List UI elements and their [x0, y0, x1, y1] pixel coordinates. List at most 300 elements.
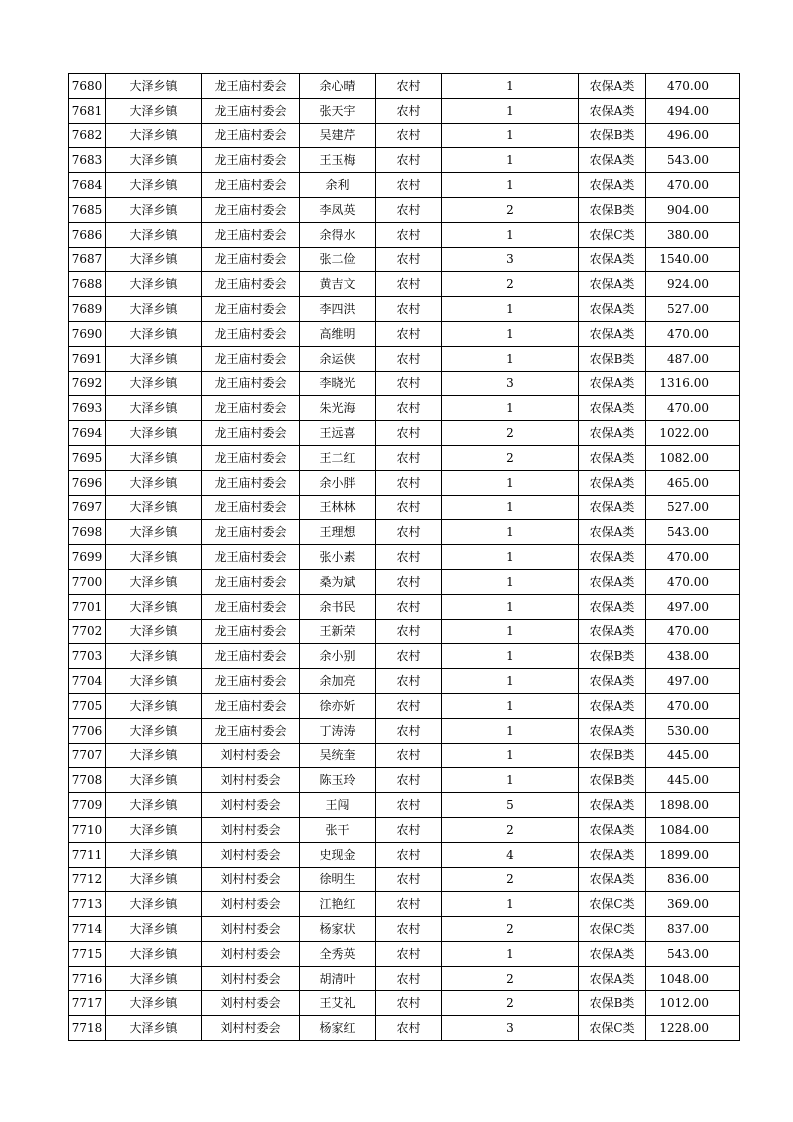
township-cell: 大泽乡镇 [106, 421, 202, 446]
amount-cell: 543.00 [646, 520, 740, 545]
amount-cell: 470.00 [646, 396, 740, 421]
village-committee-cell: 刘村村委会 [202, 1016, 300, 1041]
household-size-cell: 4 [442, 842, 579, 867]
area-type-cell: 农村 [376, 966, 442, 991]
table-row [69, 644, 740, 669]
area-type-cell: 农村 [376, 743, 442, 768]
name-cell: 余小别 [300, 644, 376, 669]
category-cell: 农保A类 [579, 396, 646, 421]
village-committee-cell: 刘村村委会 [202, 991, 300, 1016]
amount-cell: 496.00 [646, 123, 740, 148]
township-cell: 大泽乡镇 [106, 1016, 202, 1041]
row-id-cell: 7690 [69, 321, 106, 346]
row-id-cell: 7698 [69, 520, 106, 545]
name-cell: 张天宇 [300, 98, 376, 123]
row-id-cell: 7696 [69, 470, 106, 495]
amount-cell: 1540.00 [646, 247, 740, 272]
household-size-cell: 1 [442, 520, 579, 545]
category-cell: 农保A类 [579, 594, 646, 619]
category-cell: 农保A类 [579, 941, 646, 966]
row-id-cell: 7680 [69, 74, 106, 99]
village-committee-cell: 龙王庙村委会 [202, 495, 300, 520]
household-size-cell: 1 [442, 718, 579, 743]
area-type-cell: 农村 [376, 867, 442, 892]
table-row [69, 768, 740, 793]
household-size-cell: 1 [442, 644, 579, 669]
amount-cell: 1084.00 [646, 817, 740, 842]
area-type-cell: 农村 [376, 817, 442, 842]
area-type-cell: 农村 [376, 520, 442, 545]
table-row [69, 917, 740, 942]
area-type-cell: 农村 [376, 445, 442, 470]
township-cell: 大泽乡镇 [106, 74, 202, 99]
category-cell: 农保A类 [579, 74, 646, 99]
category-cell: 农保A类 [579, 421, 646, 446]
village-committee-cell: 龙王庙村委会 [202, 644, 300, 669]
household-size-cell: 2 [442, 867, 579, 892]
row-id-cell: 7704 [69, 669, 106, 694]
category-cell: 农保A类 [579, 842, 646, 867]
village-committee-cell: 龙王庙村委会 [202, 123, 300, 148]
area-type-cell: 农村 [376, 173, 442, 198]
household-size-cell: 1 [442, 495, 579, 520]
name-cell: 全秀英 [300, 941, 376, 966]
household-size-cell: 1 [442, 396, 579, 421]
household-size-cell: 2 [442, 197, 579, 222]
household-size-cell: 1 [442, 297, 579, 322]
name-cell: 余心晴 [300, 74, 376, 99]
row-id-cell: 7711 [69, 842, 106, 867]
village-committee-cell: 龙王庙村委会 [202, 197, 300, 222]
township-cell: 大泽乡镇 [106, 470, 202, 495]
township-cell: 大泽乡镇 [106, 966, 202, 991]
category-cell: 农保A类 [579, 669, 646, 694]
area-type-cell: 农村 [376, 346, 442, 371]
category-cell: 农保A类 [579, 297, 646, 322]
category-cell: 农保A类 [579, 98, 646, 123]
table-row [69, 222, 740, 247]
township-cell: 大泽乡镇 [106, 793, 202, 818]
amount-cell: 497.00 [646, 594, 740, 619]
name-cell: 丁涛涛 [300, 718, 376, 743]
village-committee-cell: 刘村村委会 [202, 842, 300, 867]
name-cell: 王理想 [300, 520, 376, 545]
township-cell: 大泽乡镇 [106, 545, 202, 570]
name-cell: 张干 [300, 817, 376, 842]
village-committee-cell: 龙王庙村委会 [202, 619, 300, 644]
table-row [69, 197, 740, 222]
area-type-cell: 农村 [376, 1016, 442, 1041]
township-cell: 大泽乡镇 [106, 495, 202, 520]
category-cell: 农保A类 [579, 495, 646, 520]
village-committee-cell: 龙王庙村委会 [202, 74, 300, 99]
category-cell: 农保A类 [579, 520, 646, 545]
category-cell: 农保A类 [579, 445, 646, 470]
area-type-cell: 农村 [376, 272, 442, 297]
household-size-cell: 1 [442, 148, 579, 173]
household-size-cell: 1 [442, 74, 579, 99]
township-cell: 大泽乡镇 [106, 693, 202, 718]
village-committee-cell: 刘村村委会 [202, 768, 300, 793]
table-body [69, 74, 740, 1041]
name-cell: 朱光海 [300, 396, 376, 421]
township-cell: 大泽乡镇 [106, 371, 202, 396]
village-committee-cell: 龙王庙村委会 [202, 222, 300, 247]
township-cell: 大泽乡镇 [106, 297, 202, 322]
amount-cell: 438.00 [646, 644, 740, 669]
table-row [69, 321, 740, 346]
amount-cell: 494.00 [646, 98, 740, 123]
amount-cell: 1899.00 [646, 842, 740, 867]
category-cell: 农保A类 [579, 173, 646, 198]
name-cell: 王林林 [300, 495, 376, 520]
row-id-cell: 7688 [69, 272, 106, 297]
household-size-cell: 3 [442, 247, 579, 272]
name-cell: 江艳红 [300, 892, 376, 917]
amount-cell: 904.00 [646, 197, 740, 222]
household-size-cell: 2 [442, 917, 579, 942]
row-id-cell: 7707 [69, 743, 106, 768]
household-size-cell: 1 [442, 941, 579, 966]
name-cell: 王艾礼 [300, 991, 376, 1016]
area-type-cell: 农村 [376, 941, 442, 966]
category-cell: 农保C类 [579, 1016, 646, 1041]
name-cell: 黄吉文 [300, 272, 376, 297]
village-committee-cell: 龙王庙村委会 [202, 693, 300, 718]
area-type-cell: 农村 [376, 693, 442, 718]
township-cell: 大泽乡镇 [106, 445, 202, 470]
township-cell: 大泽乡镇 [106, 817, 202, 842]
table-row [69, 98, 740, 123]
township-cell: 大泽乡镇 [106, 991, 202, 1016]
amount-cell: 924.00 [646, 272, 740, 297]
row-id-cell: 7695 [69, 445, 106, 470]
area-type-cell: 农村 [376, 470, 442, 495]
village-committee-cell: 刘村村委会 [202, 892, 300, 917]
area-type-cell: 农村 [376, 197, 442, 222]
category-cell: 农保A类 [579, 817, 646, 842]
name-cell: 史现金 [300, 842, 376, 867]
table-row [69, 842, 740, 867]
row-id-cell: 7710 [69, 817, 106, 842]
row-id-cell: 7687 [69, 247, 106, 272]
township-cell: 大泽乡镇 [106, 619, 202, 644]
amount-cell: 1012.00 [646, 991, 740, 1016]
township-cell: 大泽乡镇 [106, 520, 202, 545]
name-cell: 李四洪 [300, 297, 376, 322]
table-row [69, 470, 740, 495]
row-id-cell: 7689 [69, 297, 106, 322]
category-cell: 农保B类 [579, 991, 646, 1016]
table-row [69, 495, 740, 520]
name-cell: 陈玉玲 [300, 768, 376, 793]
township-cell: 大泽乡镇 [106, 669, 202, 694]
village-committee-cell: 刘村村委会 [202, 917, 300, 942]
township-cell: 大泽乡镇 [106, 321, 202, 346]
township-cell: 大泽乡镇 [106, 346, 202, 371]
area-type-cell: 农村 [376, 98, 442, 123]
amount-cell: 1082.00 [646, 445, 740, 470]
village-committee-cell: 龙王庙村委会 [202, 98, 300, 123]
table-row [69, 272, 740, 297]
village-committee-cell: 龙王庙村委会 [202, 297, 300, 322]
amount-cell: 470.00 [646, 693, 740, 718]
household-size-cell: 3 [442, 371, 579, 396]
table-row [69, 718, 740, 743]
area-type-cell: 农村 [376, 569, 442, 594]
category-cell: 农保C类 [579, 917, 646, 942]
category-cell: 农保A类 [579, 272, 646, 297]
table-row [69, 669, 740, 694]
row-id-cell: 7681 [69, 98, 106, 123]
area-type-cell: 农村 [376, 594, 442, 619]
township-cell: 大泽乡镇 [106, 148, 202, 173]
table-row [69, 569, 740, 594]
village-committee-cell: 龙王庙村委会 [202, 272, 300, 297]
name-cell: 高维明 [300, 321, 376, 346]
household-size-cell: 2 [442, 272, 579, 297]
household-size-cell: 1 [442, 768, 579, 793]
table-row [69, 371, 740, 396]
village-committee-cell: 龙王庙村委会 [202, 247, 300, 272]
table-row [69, 445, 740, 470]
row-id-cell: 7717 [69, 991, 106, 1016]
name-cell: 王玉梅 [300, 148, 376, 173]
row-id-cell: 7699 [69, 545, 106, 570]
table-row [69, 173, 740, 198]
name-cell: 张二俭 [300, 247, 376, 272]
name-cell: 徐亦妡 [300, 693, 376, 718]
household-size-cell: 1 [442, 123, 579, 148]
category-cell: 农保B类 [579, 743, 646, 768]
household-size-cell: 1 [442, 569, 579, 594]
township-cell: 大泽乡镇 [106, 197, 202, 222]
table-row [69, 991, 740, 1016]
township-cell: 大泽乡镇 [106, 867, 202, 892]
row-id-cell: 7705 [69, 693, 106, 718]
household-size-cell: 1 [442, 173, 579, 198]
household-size-cell: 1 [442, 222, 579, 247]
row-id-cell: 7701 [69, 594, 106, 619]
category-cell: 农保A类 [579, 470, 646, 495]
township-cell: 大泽乡镇 [106, 917, 202, 942]
table-row [69, 793, 740, 818]
amount-cell: 543.00 [646, 148, 740, 173]
village-committee-cell: 刘村村委会 [202, 941, 300, 966]
name-cell: 王闯 [300, 793, 376, 818]
row-id-cell: 7692 [69, 371, 106, 396]
household-size-cell: 1 [442, 321, 579, 346]
amount-cell: 465.00 [646, 470, 740, 495]
household-size-cell: 1 [442, 669, 579, 694]
township-cell: 大泽乡镇 [106, 98, 202, 123]
row-id-cell: 7715 [69, 941, 106, 966]
benefit-table [68, 73, 740, 1041]
village-committee-cell: 刘村村委会 [202, 966, 300, 991]
table-row [69, 1016, 740, 1041]
amount-cell: 470.00 [646, 619, 740, 644]
table-row [69, 396, 740, 421]
township-cell: 大泽乡镇 [106, 396, 202, 421]
table-row [69, 247, 740, 272]
area-type-cell: 农村 [376, 669, 442, 694]
area-type-cell: 农村 [376, 222, 442, 247]
township-cell: 大泽乡镇 [106, 892, 202, 917]
table-row [69, 297, 740, 322]
household-size-cell: 2 [442, 966, 579, 991]
category-cell: 农保A类 [579, 619, 646, 644]
area-type-cell: 农村 [376, 619, 442, 644]
table-row [69, 619, 740, 644]
table-row [69, 123, 740, 148]
village-committee-cell: 龙王庙村委会 [202, 421, 300, 446]
area-type-cell: 农村 [376, 297, 442, 322]
category-cell: 农保B类 [579, 346, 646, 371]
name-cell: 杨家状 [300, 917, 376, 942]
village-committee-cell: 刘村村委会 [202, 817, 300, 842]
area-type-cell: 农村 [376, 396, 442, 421]
household-size-cell: 1 [442, 470, 579, 495]
name-cell: 杨家红 [300, 1016, 376, 1041]
category-cell: 农保A类 [579, 148, 646, 173]
township-cell: 大泽乡镇 [106, 594, 202, 619]
township-cell: 大泽乡镇 [106, 644, 202, 669]
household-size-cell: 1 [442, 619, 579, 644]
area-type-cell: 农村 [376, 917, 442, 942]
row-id-cell: 7697 [69, 495, 106, 520]
area-type-cell: 农村 [376, 842, 442, 867]
household-size-cell: 1 [442, 743, 579, 768]
village-committee-cell: 龙王庙村委会 [202, 346, 300, 371]
name-cell: 桑为斌 [300, 569, 376, 594]
name-cell: 余书民 [300, 594, 376, 619]
area-type-cell: 农村 [376, 545, 442, 570]
category-cell: 农保A类 [579, 867, 646, 892]
village-committee-cell: 龙王庙村委会 [202, 396, 300, 421]
township-cell: 大泽乡镇 [106, 123, 202, 148]
household-size-cell: 1 [442, 346, 579, 371]
amount-cell: 497.00 [646, 669, 740, 694]
amount-cell: 543.00 [646, 941, 740, 966]
name-cell: 余得水 [300, 222, 376, 247]
name-cell: 余运侠 [300, 346, 376, 371]
amount-cell: 470.00 [646, 74, 740, 99]
village-committee-cell: 龙王庙村委会 [202, 545, 300, 570]
household-size-cell: 1 [442, 892, 579, 917]
area-type-cell: 农村 [376, 321, 442, 346]
name-cell: 吴建芹 [300, 123, 376, 148]
table-row [69, 148, 740, 173]
row-id-cell: 7713 [69, 892, 106, 917]
row-id-cell: 7693 [69, 396, 106, 421]
category-cell: 农保A类 [579, 569, 646, 594]
row-id-cell: 7702 [69, 619, 106, 644]
village-committee-cell: 龙王庙村委会 [202, 371, 300, 396]
village-committee-cell: 刘村村委会 [202, 867, 300, 892]
row-id-cell: 7712 [69, 867, 106, 892]
name-cell: 张小素 [300, 545, 376, 570]
amount-cell: 470.00 [646, 173, 740, 198]
area-type-cell: 农村 [376, 74, 442, 99]
area-type-cell: 农村 [376, 421, 442, 446]
row-id-cell: 7683 [69, 148, 106, 173]
area-type-cell: 农村 [376, 793, 442, 818]
amount-cell: 1898.00 [646, 793, 740, 818]
name-cell: 余加亮 [300, 669, 376, 694]
household-size-cell: 1 [442, 594, 579, 619]
amount-cell: 1048.00 [646, 966, 740, 991]
area-type-cell: 农村 [376, 148, 442, 173]
table-row [69, 817, 740, 842]
village-committee-cell: 龙王庙村委会 [202, 321, 300, 346]
category-cell: 农保B类 [579, 123, 646, 148]
amount-cell: 530.00 [646, 718, 740, 743]
township-cell: 大泽乡镇 [106, 718, 202, 743]
name-cell: 余利 [300, 173, 376, 198]
category-cell: 农保B类 [579, 197, 646, 222]
amount-cell: 1316.00 [646, 371, 740, 396]
area-type-cell: 农村 [376, 644, 442, 669]
household-size-cell: 2 [442, 445, 579, 470]
village-committee-cell: 龙王庙村委会 [202, 669, 300, 694]
category-cell: 农保A类 [579, 693, 646, 718]
row-id-cell: 7708 [69, 768, 106, 793]
village-committee-cell: 龙王庙村委会 [202, 470, 300, 495]
amount-cell: 445.00 [646, 768, 740, 793]
table-row [69, 743, 740, 768]
name-cell: 李凤英 [300, 197, 376, 222]
table-row [69, 892, 740, 917]
household-size-cell: 2 [442, 817, 579, 842]
row-id-cell: 7706 [69, 718, 106, 743]
village-committee-cell: 刘村村委会 [202, 793, 300, 818]
township-cell: 大泽乡镇 [106, 941, 202, 966]
area-type-cell: 农村 [376, 247, 442, 272]
village-committee-cell: 刘村村委会 [202, 743, 300, 768]
category-cell: 农保B类 [579, 768, 646, 793]
household-size-cell: 5 [442, 793, 579, 818]
amount-cell: 836.00 [646, 867, 740, 892]
row-id-cell: 7718 [69, 1016, 106, 1041]
name-cell: 胡清叶 [300, 966, 376, 991]
household-size-cell: 2 [442, 991, 579, 1016]
household-size-cell: 1 [442, 693, 579, 718]
row-id-cell: 7694 [69, 421, 106, 446]
table-row [69, 867, 740, 892]
household-size-cell: 1 [442, 98, 579, 123]
category-cell: 农保A类 [579, 247, 646, 272]
name-cell: 李晓光 [300, 371, 376, 396]
row-id-cell: 7685 [69, 197, 106, 222]
amount-cell: 470.00 [646, 321, 740, 346]
table-row [69, 594, 740, 619]
village-committee-cell: 龙王庙村委会 [202, 148, 300, 173]
township-cell: 大泽乡镇 [106, 743, 202, 768]
amount-cell: 487.00 [646, 346, 740, 371]
amount-cell: 837.00 [646, 917, 740, 942]
village-committee-cell: 龙王庙村委会 [202, 594, 300, 619]
category-cell: 农保B类 [579, 644, 646, 669]
table-row [69, 346, 740, 371]
township-cell: 大泽乡镇 [106, 842, 202, 867]
category-cell: 农保A类 [579, 966, 646, 991]
category-cell: 农保A类 [579, 793, 646, 818]
table-row [69, 520, 740, 545]
township-cell: 大泽乡镇 [106, 173, 202, 198]
category-cell: 农保C类 [579, 222, 646, 247]
name-cell: 余小胖 [300, 470, 376, 495]
table-row [69, 941, 740, 966]
